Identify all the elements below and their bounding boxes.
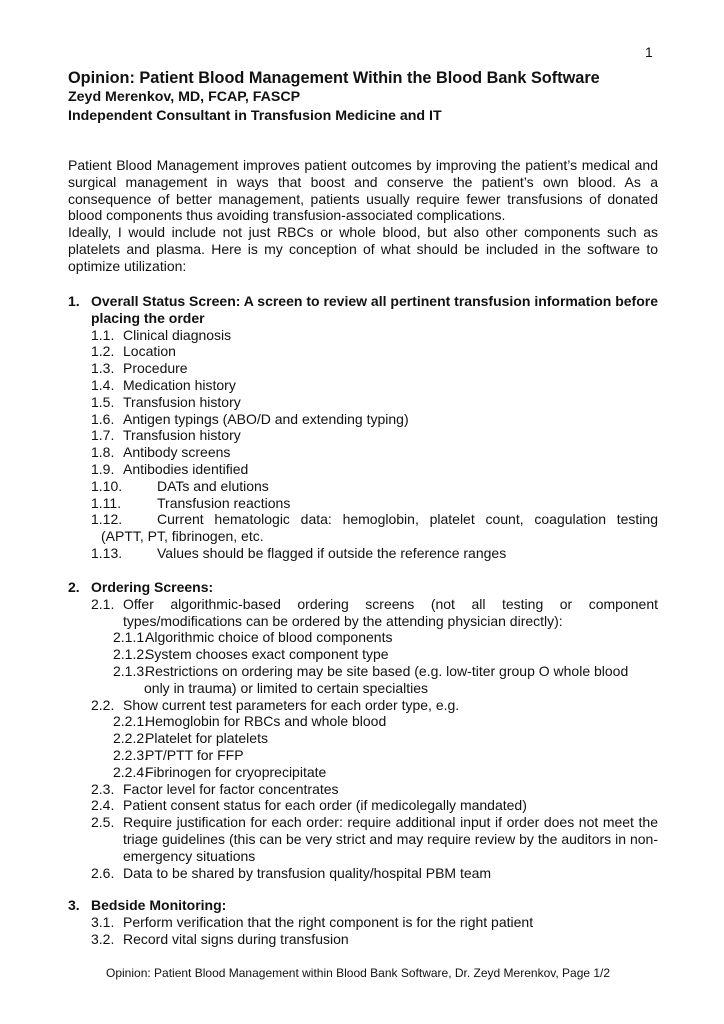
- sub-list-item: [68, 663, 658, 697]
- item-number: 1.11.: [91, 494, 122, 511]
- item-number: 1.10.: [91, 477, 123, 494]
- section-number: 2.: [68, 579, 80, 595]
- item-text: Restrictions on ordering may be site based (e.g. low-titer group O whole blood: [145, 662, 629, 679]
- list-item: [68, 327, 658, 344]
- item-number: 2.6.: [91, 864, 115, 881]
- item-number: 2.4.: [91, 797, 115, 814]
- item-text: Antigen typings (ABO/D and extending typing): [123, 410, 409, 427]
- item-number: 1.2.: [91, 343, 115, 360]
- item-number: 2.3.: [91, 780, 115, 797]
- item-text: Platelet for platelets: [145, 730, 268, 747]
- item-text: Data to be shared by transfusion quality/hospital PBM team: [123, 864, 492, 881]
- item-text: Medication history: [123, 376, 236, 393]
- item-number: 2.2.3.: [113, 746, 149, 763]
- item-text: Values should be flagged if outside the reference ranges: [157, 544, 507, 561]
- item-number: 1.13.: [91, 544, 123, 561]
- list-item: [68, 461, 658, 478]
- item-number: 2.2.: [91, 696, 115, 713]
- list-item: [68, 343, 658, 360]
- item-text: Procedure: [123, 360, 188, 377]
- section-3: [68, 897, 658, 947]
- sub-list-item: [68, 646, 658, 663]
- item-text: Transfusion reactions: [157, 494, 291, 511]
- list-item: [68, 444, 658, 461]
- item-number: 2.5.: [91, 814, 115, 831]
- item-number: 1.9.: [91, 460, 115, 477]
- intro-paragraph-2: Ideally, I would include not just RBCs or whole blood, but also other components such as platelets and plasma. Here is my conception of what should be included in the software to optimize utilization:: [68, 224, 658, 274]
- list-item: [68, 377, 658, 394]
- list-item: [68, 478, 658, 495]
- document-title: Opinion: Patient Blood Management Within the Blood Bank Software: [68, 69, 600, 87]
- list-item: [68, 697, 658, 714]
- item-text: Factor level for factor concentrates: [123, 780, 339, 797]
- section-heading-text: Ordering Screens:: [91, 579, 214, 595]
- item-number: 1.3.: [91, 360, 115, 377]
- item-text: DATs and elutions: [157, 477, 269, 494]
- intro-paragraph-1: Patient Blood Management improves patient outcomes by improving the patient’s medical and surgical management in ways that boost and conserve the patient’s own blood. As a consequence of better management, patients usually require fewer transfusions of donated blood components thus avoiding transfusion-associated complications.: [68, 157, 658, 224]
- item-text: Require justification for each order: require additional input if order does not meet the triage guidelines (this can be very strict and may require review by the auditors in non-emergency situations: [123, 814, 658, 864]
- author-name: Zeyd Merenkov, MD, FCAP, FASCP: [68, 89, 301, 105]
- item-number: 1.5.: [91, 393, 115, 410]
- section-2: [68, 579, 658, 881]
- list-item: [68, 495, 658, 512]
- item-text: Transfusion history: [123, 427, 241, 444]
- item-text: Record vital signs during transfusion: [123, 930, 349, 947]
- item-number: 1.12.: [91, 511, 123, 528]
- item-number: 2.2.4.: [113, 763, 149, 780]
- item-text-continuation: (APTT, PT, fibrinogen, etc.: [101, 528, 264, 545]
- list-item: [68, 545, 658, 562]
- list-item: [68, 411, 658, 428]
- document-header: [68, 68, 668, 126]
- item-number: 2.2.1.: [113, 713, 149, 730]
- item-text: Antibody screens: [123, 444, 231, 461]
- list-item: [68, 914, 658, 931]
- item-text: Patient consent status for each order (if medicolegally mandated): [123, 797, 527, 814]
- author-affiliation: Independent Consultant in Transfusion Medicine and IT: [68, 108, 442, 124]
- item-number: 1.4.: [91, 376, 115, 393]
- item-text: PT/PTT for FFP: [145, 746, 244, 763]
- item-text: Hemoglobin for RBCs and whole blood: [145, 713, 387, 730]
- list-item: [68, 931, 658, 948]
- item-text: Location: [123, 343, 176, 360]
- item-text: Perform verification that the right component is for the right patient: [123, 913, 534, 930]
- sub-list-item: [68, 764, 658, 781]
- sub-list-item: [68, 747, 658, 764]
- item-text: Transfusion history: [123, 393, 241, 410]
- item-number: 1.6.: [91, 410, 115, 427]
- list-item: [68, 394, 658, 411]
- sub-list-item: [68, 713, 658, 730]
- item-number: 1.8.: [91, 444, 115, 461]
- item-number: 3.1.: [91, 913, 115, 930]
- list-item: [68, 427, 658, 444]
- list-item: [68, 596, 658, 630]
- item-number: 2.2.2.: [113, 730, 149, 747]
- list-item: [68, 360, 658, 377]
- section-number: 3.: [68, 897, 80, 913]
- sub-list-item: [68, 629, 658, 646]
- page-number: 1: [645, 44, 653, 60]
- item-number: 1.7.: [91, 427, 115, 444]
- item-text: Fibrinogen for cryoprecipitate: [145, 763, 327, 780]
- item-text: Offer algorithmic-based ordering screens (not all testing or component: [123, 595, 658, 612]
- item-number: 3.2.: [91, 930, 115, 947]
- list-item: [68, 781, 658, 798]
- sub-list-item: [68, 730, 658, 747]
- item-text-continuation: types/modifications can be ordered by the attending physician directly):: [123, 612, 563, 629]
- item-text: Show current test parameters for each order type, e.g.: [123, 696, 460, 713]
- item-number: 2.1.3.: [113, 662, 149, 679]
- list-item: [68, 814, 658, 864]
- item-text: Algorithmic choice of blood components: [145, 629, 393, 646]
- section-heading-text: Overall Status Screen: A screen to review all pertinent transfusion information before placing the order: [91, 293, 658, 326]
- item-text: System chooses exact component type: [145, 646, 389, 663]
- item-number: 2.1.2.: [113, 646, 149, 663]
- item-text-continuation: only in trauma) or limited to certain specialties: [144, 679, 429, 696]
- section-number: 1.: [68, 293, 80, 309]
- item-number: 1.1.: [91, 326, 115, 343]
- list-item: [68, 511, 658, 545]
- section-heading: [68, 897, 658, 914]
- item-text: Clinical diagnosis: [123, 326, 232, 343]
- section-heading-text: Bedside Monitoring:: [91, 897, 227, 913]
- section-heading: [68, 293, 658, 327]
- page-footer: Opinion: Patient Blood Management within Blood Bank Software, Dr. Zeyd Merenkov, Page 1/2: [106, 966, 611, 980]
- item-number: 2.1.: [91, 595, 115, 612]
- list-item: [68, 797, 658, 814]
- item-number: 2.1.1.: [113, 629, 149, 646]
- item-text: Antibodies identified: [123, 460, 249, 477]
- section-1: [68, 293, 658, 562]
- list-item: [68, 865, 658, 882]
- item-text: Current hematologic data: hemoglobin, platelet count, coagulation testing: [157, 511, 658, 528]
- section-heading: [68, 579, 658, 596]
